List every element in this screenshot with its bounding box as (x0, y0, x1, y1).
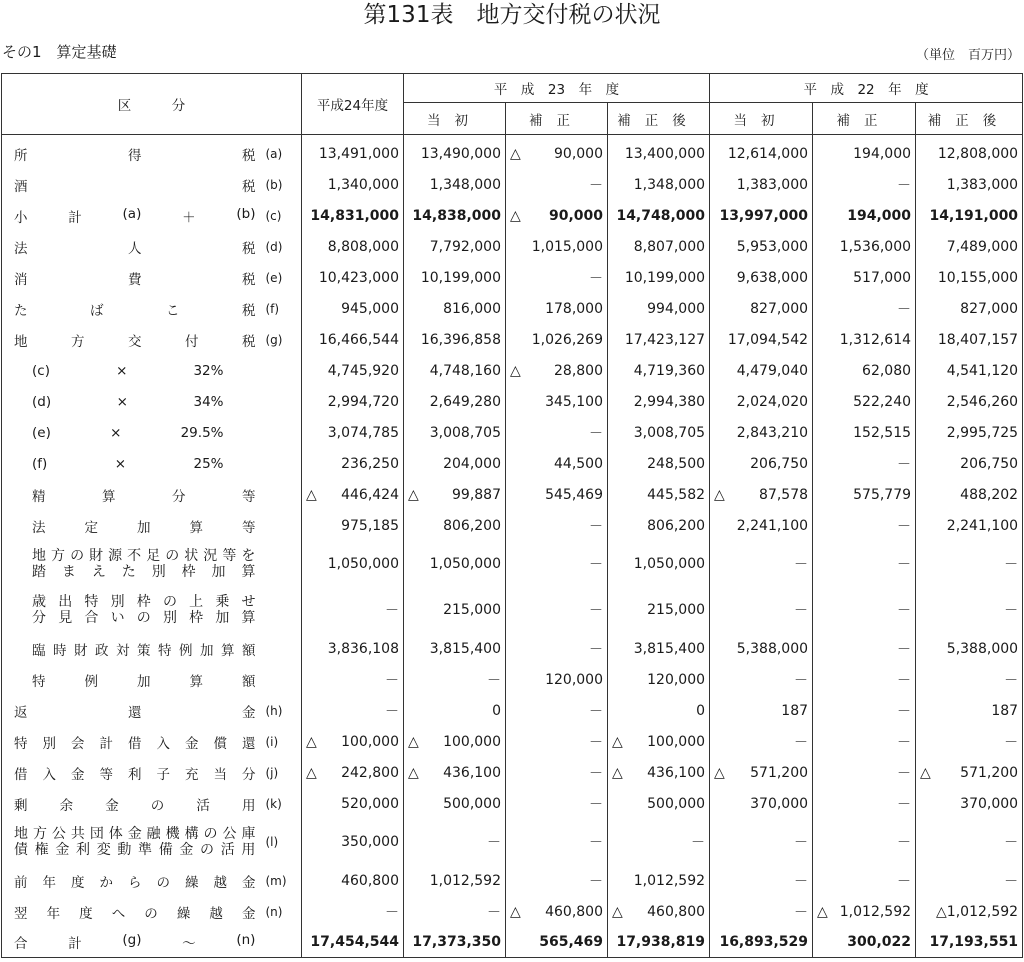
value-cell: 194,000 (813, 135, 916, 170)
value-cell: 14,831,000 (302, 200, 404, 231)
value-cell: 215,000 (608, 587, 710, 633)
value-cell: 7,792,000 (404, 231, 506, 262)
table-row (2, 324, 1023, 355)
value-cell: 17,454,544 (302, 927, 404, 958)
row-code (264, 587, 302, 633)
value-cell: － (916, 541, 1023, 587)
row-code (264, 633, 302, 664)
value-cell: 2,546,260 (916, 386, 1023, 417)
value-cell: 187 (916, 695, 1023, 726)
row-label: (d) × 34% (2, 386, 264, 417)
value-cell: － (404, 819, 506, 865)
value-cell: － (710, 541, 813, 587)
value-cell: 827,000 (916, 293, 1023, 324)
value-cell: △ 446,424 (302, 479, 404, 510)
header-fy22-after: 補正後 (916, 103, 1023, 135)
value-cell: 9,638,000 (710, 262, 813, 293)
row-code (264, 448, 302, 479)
value-cell: 1,348,000 (404, 169, 506, 200)
value-cell: 522,240 (813, 386, 916, 417)
row-code: (g) (264, 324, 302, 355)
value-cell: － (813, 695, 916, 726)
value-cell: 17,373,350 (404, 927, 506, 958)
row-code (264, 664, 302, 695)
value-cell: － (506, 541, 608, 587)
value-cell: － (506, 587, 608, 633)
row-code (264, 479, 302, 510)
row-label: (c) × 32% (2, 355, 264, 386)
value-cell: △ 571,200 (916, 757, 1023, 788)
value-cell: 370,000 (710, 788, 813, 819)
value-cell: 10,155,000 (916, 262, 1023, 293)
value-cell: △ 28,800 (506, 355, 608, 386)
value-cell: － (506, 169, 608, 200)
value-cell: △ 242,800 (302, 757, 404, 788)
value-cell: － (302, 587, 404, 633)
value-cell: － (710, 819, 813, 865)
table-row (2, 819, 1023, 865)
value-cell: 370,000 (916, 788, 1023, 819)
value-cell: 4,748,160 (404, 355, 506, 386)
table-row (2, 927, 1023, 958)
value-cell: 236,250 (302, 448, 404, 479)
value-cell: 17,094,542 (710, 324, 813, 355)
value-cell: － (506, 757, 608, 788)
value-cell: △ 460,800 (506, 896, 608, 927)
value-cell: － (404, 664, 506, 695)
value-cell: 5,953,000 (710, 231, 813, 262)
row-label: 消 費 税 (2, 262, 264, 293)
value-cell: △ 100,000 (608, 726, 710, 757)
value-cell: 17,938,819 (608, 927, 710, 958)
value-cell: 2,995,725 (916, 417, 1023, 448)
value-cell: △ 1,012,592 (813, 896, 916, 927)
header-category: 区 分 (2, 74, 302, 135)
row-code: (n) (264, 896, 302, 927)
value-cell: － (506, 788, 608, 819)
row-label: (e) × 29.5% (2, 417, 264, 448)
row-code (264, 386, 302, 417)
row-label: 合 計 (g) ～ (n) (2, 927, 264, 958)
value-cell: △ 99,887 (404, 479, 506, 510)
value-cell: △ 436,100 (608, 757, 710, 788)
value-cell: － (813, 293, 916, 324)
value-cell: 4,719,360 (608, 355, 710, 386)
table-row (2, 726, 1023, 757)
value-cell: 0 (608, 695, 710, 726)
header-fy22-initial: 当初 (710, 103, 813, 135)
value-cell: 62,080 (813, 355, 916, 386)
value-cell: △ 460,800 (608, 896, 710, 927)
value-cell: 10,199,000 (608, 262, 710, 293)
value-cell: － (710, 587, 813, 633)
value-cell: 806,200 (404, 510, 506, 541)
value-cell: － (916, 726, 1023, 757)
value-cell: △ 90,000 (506, 135, 608, 170)
value-cell: 975,185 (302, 510, 404, 541)
table-row (2, 865, 1023, 896)
value-cell: 16,893,529 (710, 927, 813, 958)
row-label: (f) × 25% (2, 448, 264, 479)
value-cell: △ 100,000 (404, 726, 506, 757)
value-cell: 2,994,720 (302, 386, 404, 417)
value-cell: 1,340,000 (302, 169, 404, 200)
value-cell: 12,808,000 (916, 135, 1023, 170)
value-cell: 1,050,000 (404, 541, 506, 587)
value-cell: 44,500 (506, 448, 608, 479)
row-code: (i) (264, 726, 302, 757)
value-cell: 4,479,040 (710, 355, 813, 386)
value-cell: 3,815,400 (404, 633, 506, 664)
value-cell: 14,191,000 (916, 200, 1023, 231)
value-cell: 5,388,000 (916, 633, 1023, 664)
value-cell: 14,748,000 (608, 200, 710, 231)
value-cell: － (916, 664, 1023, 695)
row-label: 法 人 税 (2, 231, 264, 262)
row-label: 精 算 分 等 (2, 479, 264, 510)
value-cell: － (813, 726, 916, 757)
value-cell: － (710, 896, 813, 927)
value-cell: 248,500 (608, 448, 710, 479)
row-code: (b) (264, 169, 302, 200)
value-cell: 13,400,000 (608, 135, 710, 170)
value-cell: 517,000 (813, 262, 916, 293)
value-cell: 350,000 (302, 819, 404, 865)
value-cell: － (813, 664, 916, 695)
unit-label: （単位 百万円） (915, 48, 1020, 63)
value-cell: 565,469 (506, 927, 608, 958)
value-cell: △ 100,000 (302, 726, 404, 757)
value-cell: － (813, 448, 916, 479)
value-cell: 806,200 (608, 510, 710, 541)
value-cell: 13,491,000 (302, 135, 404, 170)
table-row (2, 587, 1023, 633)
table-row (2, 633, 1023, 664)
row-label: た ば こ 税 (2, 293, 264, 324)
header-fy23-revision: 補正 (506, 103, 608, 135)
value-cell: 206,750 (916, 448, 1023, 479)
value-cell: － (404, 896, 506, 927)
value-cell: 7,489,000 (916, 231, 1023, 262)
row-label: 地 方 の 財 源 不 足 の 状 況 等 を 踏 ま え た 別 枠 加 算 (2, 541, 264, 587)
value-cell: 17,423,127 (608, 324, 710, 355)
header-fy23-initial: 当初 (404, 103, 506, 135)
value-cell: － (302, 896, 404, 927)
value-cell: － (506, 726, 608, 757)
value-cell: 10,199,000 (404, 262, 506, 293)
value-cell: 545,469 (506, 479, 608, 510)
table-row (2, 695, 1023, 726)
value-cell: 3,836,108 (302, 633, 404, 664)
row-label: 剰 余 金 の 活 用 (2, 788, 264, 819)
value-cell: 206,750 (710, 448, 813, 479)
table-row (2, 448, 1023, 479)
value-cell: △ 436,100 (404, 757, 506, 788)
value-cell: 300,022 (813, 927, 916, 958)
table-row (2, 896, 1023, 927)
value-cell: 5,388,000 (710, 633, 813, 664)
row-code: (d) (264, 231, 302, 262)
table-row (2, 510, 1023, 541)
row-code (264, 510, 302, 541)
row-label: 酒 税 (2, 169, 264, 200)
table-row (2, 541, 1023, 587)
value-cell: － (710, 726, 813, 757)
value-cell: △1,012,592 (916, 896, 1023, 927)
table-row (2, 788, 1023, 819)
value-cell: － (302, 664, 404, 695)
row-code: (e) (264, 262, 302, 293)
row-label: 翌 年 度 へ の 繰 越 金 (2, 896, 264, 927)
value-cell: 2,024,020 (710, 386, 813, 417)
value-cell: － (506, 865, 608, 896)
value-cell: 194,000 (813, 200, 916, 231)
table-row (2, 135, 1023, 170)
value-cell: 1,012,592 (608, 865, 710, 896)
value-cell: － (813, 169, 916, 200)
value-cell: 2,241,100 (710, 510, 813, 541)
value-cell: 204,000 (404, 448, 506, 479)
value-cell: 3,074,785 (302, 417, 404, 448)
value-cell: － (916, 865, 1023, 896)
value-cell: 10,423,000 (302, 262, 404, 293)
value-cell: 500,000 (404, 788, 506, 819)
header-fy24: 平成24年度 (302, 74, 404, 135)
header-fy23-after: 補正後 (608, 103, 710, 135)
value-cell: － (506, 262, 608, 293)
value-cell: 16,396,858 (404, 324, 506, 355)
value-cell: 2,241,100 (916, 510, 1023, 541)
row-code (264, 541, 302, 587)
header-fy23: 平 成 23 年 度 (404, 74, 710, 103)
value-cell: 345,100 (506, 386, 608, 417)
row-code: (m) (264, 865, 302, 896)
row-label: 前 年 度 か ら の 繰 越 金 (2, 865, 264, 896)
value-cell: 1,383,000 (916, 169, 1023, 200)
row-label: 特 別 会 計 借 入 金 償 還 (2, 726, 264, 757)
value-cell: △ 90,000 (506, 200, 608, 231)
table-row (2, 293, 1023, 324)
value-cell: 187 (710, 695, 813, 726)
value-cell: 500,000 (608, 788, 710, 819)
value-cell: 827,000 (710, 293, 813, 324)
table-row (2, 200, 1023, 231)
table-title: 第131表 地方交付税の状況 (363, 2, 661, 28)
value-cell: － (813, 587, 916, 633)
value-cell: 12,614,000 (710, 135, 813, 170)
value-cell: 3,008,705 (404, 417, 506, 448)
value-cell: 1,015,000 (506, 231, 608, 262)
value-cell: 4,541,120 (916, 355, 1023, 386)
value-cell: 1,012,592 (404, 865, 506, 896)
row-code: (k) (264, 788, 302, 819)
row-code (264, 355, 302, 386)
table-row (2, 757, 1023, 788)
value-cell: 994,000 (608, 293, 710, 324)
value-cell: 2,843,210 (710, 417, 813, 448)
value-cell: 2,994,380 (608, 386, 710, 417)
value-cell: 1,536,000 (813, 231, 916, 262)
table-row (2, 386, 1023, 417)
value-cell: － (813, 757, 916, 788)
value-cell: 178,000 (506, 293, 608, 324)
table-row (2, 355, 1023, 386)
row-label: 法 定 加 算 等 (2, 510, 264, 541)
value-cell: － (710, 664, 813, 695)
value-cell: 215,000 (404, 587, 506, 633)
table-row (2, 169, 1023, 200)
row-label: 所 得 税 (2, 135, 264, 170)
value-cell: 152,515 (813, 417, 916, 448)
value-cell: 16,466,544 (302, 324, 404, 355)
value-cell: 3,008,705 (608, 417, 710, 448)
value-cell: 120,000 (506, 664, 608, 695)
row-label: 特 例 加 算 額 (2, 664, 264, 695)
value-cell: 1,348,000 (608, 169, 710, 200)
row-code: (f) (264, 293, 302, 324)
value-cell: 488,202 (916, 479, 1023, 510)
row-code: (h) (264, 695, 302, 726)
value-cell: － (813, 510, 916, 541)
value-cell: 1,026,269 (506, 324, 608, 355)
value-cell: 816,000 (404, 293, 506, 324)
value-cell: － (710, 865, 813, 896)
value-cell: － (813, 788, 916, 819)
row-code: (l) (264, 819, 302, 865)
value-cell: － (302, 695, 404, 726)
value-cell: 0 (404, 695, 506, 726)
value-cell: － (506, 510, 608, 541)
value-cell: 120,000 (608, 664, 710, 695)
table-body (2, 135, 1023, 958)
value-cell: 4,745,920 (302, 355, 404, 386)
value-cell: 13,490,000 (404, 135, 506, 170)
value-cell: － (506, 819, 608, 865)
value-cell: 460,800 (302, 865, 404, 896)
table-row (2, 262, 1023, 293)
row-label: 借 入 金 等 利 子 充 当 分 (2, 757, 264, 788)
value-cell: － (608, 819, 710, 865)
value-cell: － (813, 541, 916, 587)
value-cell: － (813, 865, 916, 896)
row-code: (a) (264, 135, 302, 170)
value-cell: － (916, 819, 1023, 865)
table-row (2, 479, 1023, 510)
value-cell: 445,582 (608, 479, 710, 510)
value-cell: 1,383,000 (710, 169, 813, 200)
row-label: 返 還 金 (2, 695, 264, 726)
row-code (264, 927, 302, 958)
value-cell: 575,779 (813, 479, 916, 510)
value-cell: 8,807,000 (608, 231, 710, 262)
value-cell: － (813, 819, 916, 865)
row-label: 歳 出 特 別 枠 の 上 乗 せ 分 見 合 い の 別 枠 加 算 (2, 587, 264, 633)
table-row (2, 231, 1023, 262)
table-subtitle: その1 算定基礎 (2, 43, 117, 61)
value-cell: 945,000 (302, 293, 404, 324)
table-row (2, 417, 1023, 448)
value-cell: 3,815,400 (608, 633, 710, 664)
value-cell: 1,050,000 (302, 541, 404, 587)
header-fy22-revision: 補正 (813, 103, 916, 135)
value-cell: 13,997,000 (710, 200, 813, 231)
value-cell: 8,808,000 (302, 231, 404, 262)
value-cell: △ 87,578 (710, 479, 813, 510)
value-cell: － (506, 417, 608, 448)
row-code (264, 417, 302, 448)
value-cell: 2,649,280 (404, 386, 506, 417)
tax-table (1, 73, 1023, 958)
value-cell: － (506, 633, 608, 664)
value-cell: 17,193,551 (916, 927, 1023, 958)
value-cell: △ 571,200 (710, 757, 813, 788)
row-label: 小 計 (a) ＋ (b) (2, 200, 264, 231)
value-cell: 1,050,000 (608, 541, 710, 587)
value-cell: － (916, 587, 1023, 633)
value-cell: 14,838,000 (404, 200, 506, 231)
row-label: 地 方 交 付 税 (2, 324, 264, 355)
table-row (2, 664, 1023, 695)
value-cell: － (506, 695, 608, 726)
header-fy22: 平 成 22 年 度 (710, 74, 1023, 103)
row-label: 地 方 公 共 団 体 金 融 機 構 の 公 庫 債 権 金 利 変 動 準 備 金 の 活 用 (2, 819, 264, 865)
value-cell: 1,312,614 (813, 324, 916, 355)
row-label: 臨 時 財 政 対 策 特 例 加 算 額 (2, 633, 264, 664)
value-cell: 18,407,157 (916, 324, 1023, 355)
row-code: (j) (264, 757, 302, 788)
value-cell: 520,000 (302, 788, 404, 819)
value-cell: － (813, 633, 916, 664)
row-code: (c) (264, 200, 302, 231)
